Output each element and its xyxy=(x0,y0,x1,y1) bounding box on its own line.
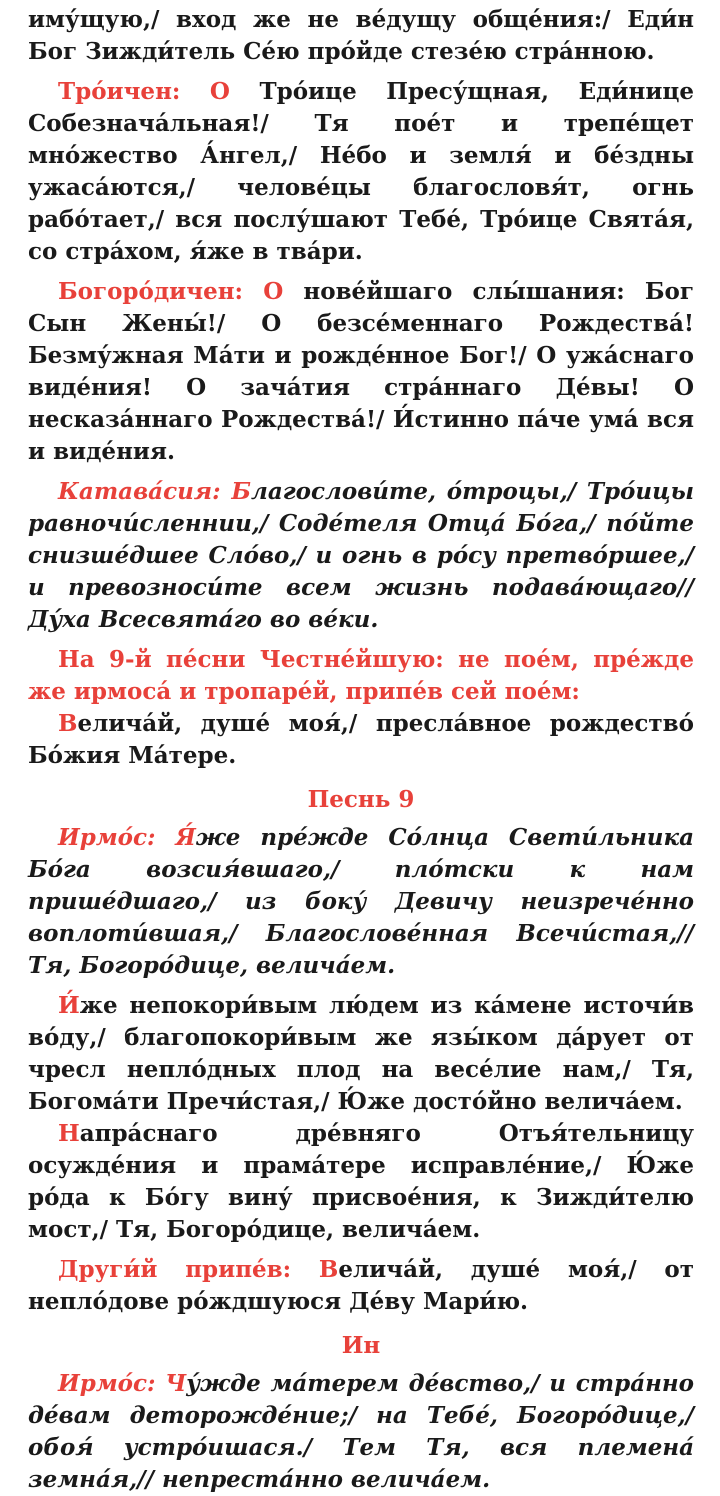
irmos-2-text: у́жде ма́терем де́вство,/ и стра́нно де́вам деторожде́ние;/ на Тебе́, Богоро́дице,/ обоя́ устро́ишася./ Тем Тя, вся племена́ земна́я,// непреста́нно велича́ем. xyxy=(28,1370,694,1493)
theotokion-text: нове́йшаго слы́шания: Бог Сын Жены́!/ О безсе́меннаго Рождества́! Безму́жная Ма́ти и рожде́нное Бог!/ О ужа́снаго виде́ния! О зача́тия стра́ннаго Де́вы! О несказа́ннаго Рождества́!/ И́стинно па́че ума́ вся и виде́ния. xyxy=(28,278,694,465)
troparion-2-text: апра́снаго дре́вняго Отъя́тельницу осужде́ния и прама́тере исправле́ние,/ Ю́же ро́да к Бо́гу вину́ присвое́ния, к Зижди́телю мост,/ Тя, Богоро́дице, велича́ем. xyxy=(28,1120,694,1243)
refrain-text: елича́й, душе́ моя́,/ пресла́вное рождество́ Бо́жия Ма́тере. xyxy=(28,710,694,769)
irmos-1 xyxy=(28,822,694,982)
trinity-text: Тро́ице Пресу́щная, Еди́нице Собезнача́льная!/ Тя пое́т и трепе́щет мно́жество А́нгел,/ Не́бо и земля́ и бе́здны ужаса́ются,/ челове́цы благословя́т, огнь рабо́тает,/ вся послу́шают Тебе́, Тро́ице Свята́я, со стра́хом, я́же в тва́ри. xyxy=(28,78,695,265)
irmos-1-text: же пре́жде Со́лнца Свети́льника Бо́га возсия́вшаго,/ пло́тски к нам прише́дшаго,/ из боку́ Девичу неизрече́нно воплоти́вшая,/ Благослове́нная Всечи́стая,// Тя, Богоро́дице, велича́ем. xyxy=(28,824,694,979)
section-heading-in: Ин xyxy=(341,1332,381,1359)
troparion-1 xyxy=(28,990,694,1118)
theotokion xyxy=(28,276,694,468)
katavasia-text: лагослови́те, о́троцы,/ Тро́ицы равночи́сленнии,/ Соде́теля Отца́ Бо́га,/ по́йте снизше́дшее Сло́во,/ и огнь в ро́су претво́ршее,/ и превозноси́те всем жизнь подава́ющаго// Ду́ха Всесвята́го во ве́ки. xyxy=(28,478,694,633)
troparion-1-text: же непокори́вым лю́дем из ка́мене источи́в во́ду,/ благопокори́вым же язы́ком да́рует от чресл непло́дных плод на весе́лие нам,/ Тя, Богома́ти Пречи́стая,/ Ю́же досто́йно велича́ем. xyxy=(28,992,694,1115)
troparion-2 xyxy=(28,1118,694,1246)
trinity-label: Тро́ичен: О xyxy=(58,78,230,105)
theotokion-label: Богоро́дичен: О xyxy=(58,278,284,305)
refrain-initial: В xyxy=(58,710,78,737)
continuation-paragraph xyxy=(28,4,694,68)
ninth-ode-rubric-text: На 9-й пе́сни Честне́йшую: не пое́м, пре́жде же ирмоса́ и тропаре́й, припе́в сей пое́м: xyxy=(28,646,694,705)
irmos-2 xyxy=(28,1368,694,1496)
other-refrain xyxy=(28,1254,694,1318)
katavasia xyxy=(28,476,694,636)
troparion-1-initial: И́ xyxy=(58,992,80,1019)
refrain-magnify xyxy=(28,708,694,772)
continuation-text: иму́щую,/ вход же не ве́дущу обще́ния:/ Еди́н Бог Зижди́тель Се́ю про́йде стезе́ю стра́нною. xyxy=(28,6,694,65)
trinity-troparion xyxy=(28,76,694,268)
ninth-ode-rubric xyxy=(28,644,694,708)
irmos-1-label: Ирмо́с: Я́ xyxy=(58,824,196,851)
troparion-2-initial: Н xyxy=(58,1120,80,1147)
section-heading-ode-9: Песнь 9 xyxy=(307,786,415,813)
other-refrain-text: елича́й, душе́ моя́,/ от непло́дове ро́ждшуюся Де́ву Мари́ю. xyxy=(28,1256,695,1315)
other-refrain-label: Други́й припе́в: В xyxy=(58,1256,339,1283)
katavasia-label: Катава́сия: Б xyxy=(58,478,251,505)
irmos-2-label: Ирмо́с: Ч xyxy=(58,1370,187,1397)
